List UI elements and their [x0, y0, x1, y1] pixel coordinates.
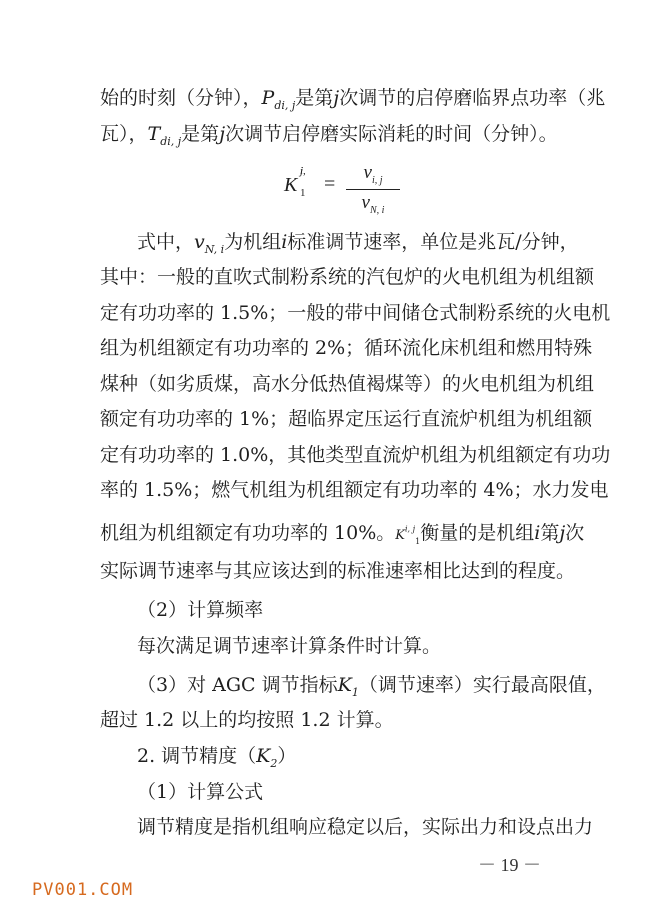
formula-lhs: K i, j 1	[284, 165, 306, 199]
fraction-bar	[346, 189, 400, 190]
paragraph-line: （3）对 AGC 调节指标$K_1$（调节速率）实行最高限值，	[137, 674, 606, 699]
paragraph-line: 实际调节速率与其应该达到的标准速率相比达到的程度。	[100, 560, 576, 582]
paragraph-line: 定有功功率的 1.5%；一般的带中间储仓式制粉系统的火电机	[100, 302, 611, 324]
section-heading: 2. 调节精度$(K_2)$	[137, 745, 297, 770]
paragraph-line: 煤种（如劣质煤，高水分低热值褐煤等）的火电机组为机组	[100, 373, 595, 395]
paragraph-line: 定有功功率的 1.0%，其他类型直流炉机组为机组额定有功功	[100, 444, 611, 466]
watermark: PV001.COM	[32, 880, 134, 900]
paragraph-line: 始的时刻（分钟），$P_{di, j}$是第j次调节的启停磨临界点功率（兆	[100, 87, 606, 112]
formula-equals: =	[324, 173, 336, 195]
page-number: － 19 －	[478, 855, 541, 875]
paragraph-line: 式中，$v_{N, i}$为机组i标准调节速率，单位是兆瓦/分钟，	[137, 231, 579, 256]
paragraph-line: 机组为机组额定有功功率的 10%。K$^{i, j}_1$衡量的是机组i第j次	[100, 522, 585, 546]
paragraph-line: 其中：一般的直吹式制粉系统的汽包炉的火电机组为机组额	[100, 266, 595, 288]
paragraph-line: 调节精度是指机组响应稳定以后，实际出力和设点出力	[137, 816, 594, 838]
paragraph-line: 每次满足调节速率计算条件时计算。	[137, 635, 442, 657]
paragraph-line: 瓦），$T_{di, j}$是第j次调节启停磨实际消耗的时间（分钟）。	[100, 123, 558, 148]
paragraph-line: 超过 1.2 以上的均按照 1.2 计算。	[100, 709, 394, 731]
formula-numerator: $v_{i, j}$	[363, 162, 383, 186]
formula-denominator: $v_{N, i}$	[361, 192, 385, 216]
section-heading: （2）计算频率	[137, 599, 264, 621]
formula-fraction	[346, 162, 400, 214]
paragraph-line: 率的 1.5%；燃气机组为机组额定有功功率的 4%；水力发电	[100, 479, 609, 501]
paragraph-line: 组为机组额定有功功率的 2%；循环流化床机组和燃用特殊	[100, 337, 593, 359]
paragraph-line: 额定有功功率的 1%；超临界定压运行直流炉机组为机组额	[100, 408, 593, 430]
section-heading: （1）计算公式	[137, 781, 264, 803]
